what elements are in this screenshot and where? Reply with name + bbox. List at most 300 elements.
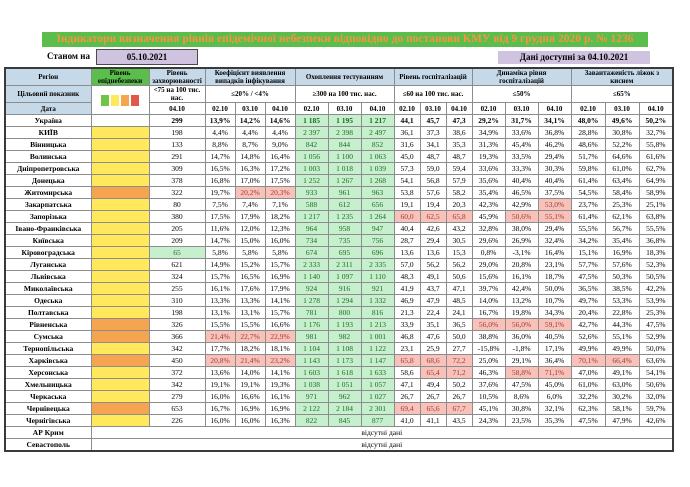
value-cell: 30,3% [538,163,571,175]
table-row [5,199,673,211]
value-cell: 38,5% [605,283,639,295]
date-header: 03.10 [505,103,538,115]
value-cell: 1 217 [295,211,328,223]
value-cell: 14,7% [205,151,235,163]
epidemic-level-cell [91,223,149,235]
value-cell: 1 217 [361,115,394,127]
value-cell: 18,2% [265,211,295,223]
as-of-date: 05.10.2021 [96,49,198,65]
value-cell: 50,0 [446,331,472,343]
value-cell: 23,5% [505,415,538,427]
value-cell: 19,3% [265,379,295,391]
table-row [5,247,673,259]
value-cell: 34,1% [538,115,571,127]
value-cell: 56,2 [420,259,446,271]
value-cell: 1 252 [295,175,328,187]
value-cell: 16,3% [235,163,265,175]
region-name: Дніпропетровська [5,163,91,175]
value-cell: 309 [149,163,205,175]
value-cell: 43,2 [446,223,472,235]
value-cell: 53,8 [394,187,420,199]
value-cell: 69,4 [394,403,420,415]
value-cell: 1 003 [295,163,328,175]
target-value: ≤50% [472,86,571,103]
value-cell: 62,5 [420,211,446,223]
value-cell: 16,9% [235,403,265,415]
value-cell: 735 [328,235,361,247]
value-cell: 47,5% [639,319,673,331]
value-cell: 198 [149,127,205,139]
value-cell: 16,0% [205,415,235,427]
value-cell: 13,3% [235,295,265,307]
value-cell: 71,2 [446,367,472,379]
value-cell: 45,4% [505,139,538,151]
value-cell: 16,0% [265,235,295,247]
value-cell: 971 [295,391,328,403]
region-name: АР Крим [5,427,91,439]
epidemic-level-cell [91,199,149,211]
value-cell: 1 039 [361,163,394,175]
col-header-group: Охоплення тестуванням [295,68,394,86]
value-cell: 1 294 [328,295,361,307]
no-data-cell: відсутні дані [91,427,673,439]
value-cell: 51,7% [571,151,605,163]
value-cell: 34,9% [472,127,505,139]
value-cell: 877 [361,415,394,427]
value-cell: 50,6 [446,271,472,283]
region-name: Херсонська [5,367,91,379]
value-cell: 366 [149,331,205,343]
value-cell: 342 [149,343,205,355]
legend-swatch [111,95,119,106]
value-cell: 1 104 [295,343,328,355]
value-cell: 42,4% [505,283,538,295]
value-cell: 70,1% [571,355,605,367]
value-cell: 1 213 [361,319,394,331]
value-cell: 50,0% [639,343,673,355]
value-cell: -15,8% [472,343,505,355]
legend-swatch [131,95,139,106]
value-cell: 23,2% [265,355,295,367]
value-cell: 58,8% [505,367,538,379]
value-cell: 45,1% [472,403,505,415]
value-cell: 56,0% [472,319,505,331]
epidemic-level-cell [91,415,149,427]
value-cell: 52,9% [639,331,673,343]
value-cell: 35,1 [420,319,446,331]
page-title: Індикатори визначення рівнів епідемічної небезпеки відповідно до постанови КМУ від 9 грудня 2020 р. № 1236 [42,32,648,47]
value-cell: 322 [149,187,205,199]
value-cell: 36,1 [394,127,420,139]
date-header: 03.10 [605,103,639,115]
value-cell: 2 335 [361,259,394,271]
value-cell: 42,2% [639,283,673,295]
value-cell: 299 [149,115,205,127]
date-header: 04.10 [361,103,394,115]
value-cell: 16,9% [265,403,295,415]
value-cell: 15,7% [265,307,295,319]
no-data-cell: відсутні дані [91,439,673,452]
target-value: <75 на 100 тис. нас. [149,86,205,103]
value-cell: 612 [328,199,361,211]
value-cell: 378 [149,175,205,187]
value-cell: 80 [149,199,205,211]
value-cell: 1 097 [328,271,361,283]
value-cell: 65 [149,247,205,259]
value-cell: 32,2% [571,391,605,403]
value-cell: 48,7 [420,151,446,163]
value-cell: 21,3 [394,307,420,319]
value-cell: 5,8% [265,247,295,259]
value-cell: 29,2% [472,115,505,127]
value-cell: 20,8% [205,355,235,367]
region-name: Харківська [5,355,91,367]
table-row [5,367,673,379]
value-cell: 26,7 [420,391,446,403]
value-cell: 40,4% [505,175,538,187]
value-cell: 36,0% [505,331,538,343]
table-row [5,403,673,415]
value-cell: 2 301 [361,403,394,415]
value-cell: 16,6% [265,319,295,331]
value-cell: 48,3 [394,271,420,283]
value-cell: 19,1% [205,379,235,391]
value-cell: 54,1 [394,175,420,187]
value-cell: 28,8% [571,127,605,139]
value-cell: 6,0% [538,391,571,403]
value-cell: 26,7 [394,391,420,403]
date-header: 03.10 [235,103,265,115]
value-cell: 2 311 [328,259,361,271]
value-cell: 25,1% [639,199,673,211]
value-cell: 1 038 [295,379,328,391]
value-cell: 54,1% [639,367,673,379]
value-cell: 32,8% [472,223,505,235]
value-cell: 20,8% [505,259,538,271]
value-cell: 17,9% [235,211,265,223]
value-cell: 10,5% [472,391,505,403]
value-cell: 37,5% [538,187,571,199]
date-header: 04.10 [639,103,673,115]
value-cell: 1 195 [328,115,361,127]
value-cell: 63,4% [605,175,639,187]
value-cell: 916 [328,283,361,295]
date-header: 02.10 [571,103,605,115]
value-cell: 46,5% [505,187,538,199]
target-value: ≤60 на 100 тис. нас. [394,86,472,103]
value-cell: 1 027 [361,391,394,403]
date-header: 04.10 [265,103,295,115]
value-cell: 38,8% [472,331,505,343]
date-header: 03.10 [328,103,361,115]
value-cell: 17,2% [265,163,295,175]
epidemic-level-cell [91,151,149,163]
epidemic-level-cell [91,115,149,127]
col-header-group: Рівень госпіталізацій [394,68,472,86]
value-cell: 56,2 [446,259,472,271]
value-cell: 65,8 [394,355,420,367]
value-cell: 67,7 [446,403,472,415]
value-cell: 59,7% [639,403,673,415]
value-cell: 46,9 [394,295,420,307]
epidemic-level-cell [91,307,149,319]
value-cell: 62,3% [571,403,605,415]
value-cell: 58,2 [446,187,472,199]
value-cell: 63,8% [639,211,673,223]
value-cell: 47,1 [446,283,472,295]
region-name: Севастополь [5,439,91,452]
region-name: Кіровоградська [5,247,91,259]
value-cell: 47,5% [571,271,605,283]
table-row [5,343,673,355]
value-cell: 49,6% [605,115,639,127]
value-cell: 46,3% [472,367,505,379]
value-cell: 19,3% [472,151,505,163]
value-cell: 53,3% [605,295,639,307]
region-name: Житомирська [5,187,91,199]
table-row [5,223,673,235]
value-cell: 17,6% [235,283,265,295]
value-cell: 58,6 [394,367,420,379]
value-cell: 61,0% [605,163,639,175]
value-cell: 2 184 [328,403,361,415]
value-cell: 22,7% [235,331,265,343]
data-available-date: Дані доступні за 04.10.2021 [498,51,650,64]
value-cell: 1 143 [295,355,328,367]
value-cell: 23,7% [571,199,605,211]
region-name: Миколаївська [5,283,91,295]
value-cell: 53,9% [639,295,673,307]
value-cell: 50,3% [605,271,639,283]
region-name: Одеська [5,295,91,307]
value-cell: 1 100 [328,151,361,163]
value-cell: 55,5% [571,223,605,235]
table-row [5,271,673,283]
date-row-label: Дата [5,103,91,115]
value-cell: 816 [361,307,394,319]
value-cell: 13,3% [205,295,235,307]
value-cell: 36,8% [538,127,571,139]
value-cell: 36,4% [538,355,571,367]
value-cell: 27,7 [446,343,472,355]
value-cell: 59,0 [420,163,446,175]
value-cell: 16,6% [235,391,265,403]
value-cell: 49,1% [605,367,639,379]
value-cell: 50,5% [639,271,673,283]
col-header-group: Коефіцієнт виявлення випадків інфікування [205,68,295,86]
value-cell: 1 278 [295,295,328,307]
value-cell: 34,2% [571,235,605,247]
value-cell: 30,8% [605,127,639,139]
value-cell: 933 [295,187,328,199]
value-cell: 47,9% [605,415,639,427]
value-cell: 56,0% [505,319,538,331]
value-cell: 58,4% [605,187,639,199]
epidemic-level-legend [91,86,149,115]
value-cell: 62,1% [605,211,639,223]
value-cell: 58,1% [605,403,639,415]
value-cell: 2 122 [295,403,328,415]
table-row [5,115,673,127]
value-cell: 57,6% [605,259,639,271]
value-cell: 16,1% [265,391,295,403]
value-cell: 450 [149,355,205,367]
value-cell: 49,1 [420,271,446,283]
value-cell: 29,4% [538,151,571,163]
value-cell: 64,6% [605,151,639,163]
date-header: 03.10 [420,103,446,115]
value-cell: 18,3% [639,247,673,259]
value-cell: 1 264 [361,211,394,223]
value-cell: 61,4% [571,175,605,187]
value-cell: 962 [328,391,361,403]
value-cell: 982 [328,331,361,343]
epidemic-level-cell [91,319,149,331]
value-cell: 17,7% [205,343,235,355]
value-cell: 23,1 [394,343,420,355]
value-cell: 29,1% [505,355,538,367]
value-cell: 12,3% [265,223,295,235]
value-cell: 342 [149,379,205,391]
epidemic-level-cell [91,127,149,139]
value-cell: 16,7% [472,307,505,319]
value-cell: 50,2% [639,115,673,127]
value-cell: 18,7% [538,271,571,283]
epidemic-level-cell [91,139,149,151]
value-cell: 291 [149,151,205,163]
value-cell: 52,6% [571,331,605,343]
value-cell: 209 [149,235,205,247]
value-cell: 35,4% [605,235,639,247]
value-cell: 19,8% [505,307,538,319]
value-cell: 279 [149,391,205,403]
col-header-group: Завантаженість ліжок з киснем [571,68,673,86]
table-row [5,307,673,319]
value-cell: 38,6 [446,127,472,139]
value-cell: 1 332 [361,295,394,307]
value-cell: 674 [295,247,328,259]
table-row [5,427,673,439]
value-cell: 72,2 [446,355,472,367]
value-cell: 29,4% [538,223,571,235]
value-cell: 44,1 [394,115,420,127]
value-cell: 20,2% [235,187,265,199]
value-cell: 20,4% [571,307,605,319]
value-cell: 1 267 [328,175,361,187]
value-cell: 16,5% [235,271,265,283]
col-header-group: Динаміка рівня госпіталізацій [472,68,571,86]
value-cell: 33,3% [505,163,538,175]
value-cell: 14,1% [265,367,295,379]
value-cell: 198 [149,307,205,319]
table-row [5,391,673,403]
value-cell: 852 [361,139,394,151]
value-cell: 696 [361,247,394,259]
value-cell: 10,7% [538,295,571,307]
value-cell: 33,6% [505,127,538,139]
value-cell: 2 497 [361,127,394,139]
value-cell: 71,1% [538,367,571,379]
value-cell: 13,2% [505,295,538,307]
value-cell: 14,7% [205,235,235,247]
value-cell: 40,5% [538,331,571,343]
value-cell: 53,0% [538,199,571,211]
as-of-label: Станом на [47,51,90,61]
value-cell: 16,3% [265,415,295,427]
value-cell: 205 [149,223,205,235]
target-value: ≤20% / <4% [205,86,295,103]
value-cell: 61,4% [571,211,605,223]
value-cell: 734 [295,235,328,247]
value-cell: 56,7% [605,223,639,235]
value-cell: 23,1% [538,259,571,271]
value-cell: 45,0 [394,151,420,163]
value-cell: 16,4% [265,151,295,163]
value-cell: 14,2% [235,115,265,127]
col-header-region: Регіон [5,68,91,86]
value-cell: 29,0% [472,259,505,271]
value-cell: 17,5% [205,211,235,223]
value-cell: 14,0% [235,367,265,379]
value-cell: 55,5% [639,223,673,235]
value-cell: 226 [149,415,205,427]
value-cell: 1 633 [361,367,394,379]
value-cell: 59,1% [538,319,571,331]
target-value: ≥300 на 100 тис. нас. [295,86,394,103]
value-cell: 37,6% [472,379,505,391]
value-cell: 33,6% [472,163,505,175]
value-cell: 695 [328,247,361,259]
value-cell: 15,7% [205,271,235,283]
region-name: Закарпатська [5,199,91,211]
value-cell: 50,6% [505,211,538,223]
table-row [5,415,673,427]
value-cell: 65,6 [420,403,446,415]
value-cell: 48,5 [446,295,472,307]
value-cell: 15,6% [472,271,505,283]
value-cell: 37,3 [420,127,446,139]
epidemic-level-cell [91,391,149,403]
value-cell: 13,6% [205,367,235,379]
value-cell: 18,1% [265,343,295,355]
legend-swatch [101,95,109,106]
value-cell: 653 [149,403,205,415]
value-cell: 65,4 [420,367,446,379]
value-cell: 48,7 [446,151,472,163]
value-cell: 16,8% [205,175,235,187]
value-cell: 16,0% [235,415,265,427]
value-cell: 35,3% [538,415,571,427]
value-cell: 50,6% [639,379,673,391]
value-cell: 15,5% [235,319,265,331]
value-cell: 26,9% [505,235,538,247]
col-header-group: Рівень захворюваності [149,68,205,86]
value-cell: 63,6% [639,355,673,367]
value-cell: 963 [361,187,394,199]
value-cell: 34,1 [420,139,446,151]
value-cell: 380 [149,211,205,223]
value-cell: 46,8 [394,331,420,343]
value-cell: 1 108 [328,343,361,355]
value-cell: 310 [149,295,205,307]
value-cell: 32,7% [639,127,673,139]
value-cell: 8,8% [205,139,235,151]
date-header: 02.10 [394,103,420,115]
value-cell: 31,6 [394,139,420,151]
value-cell: 255 [149,283,205,295]
value-cell: 14,1% [265,295,295,307]
date-header: 04.10 [446,103,472,115]
